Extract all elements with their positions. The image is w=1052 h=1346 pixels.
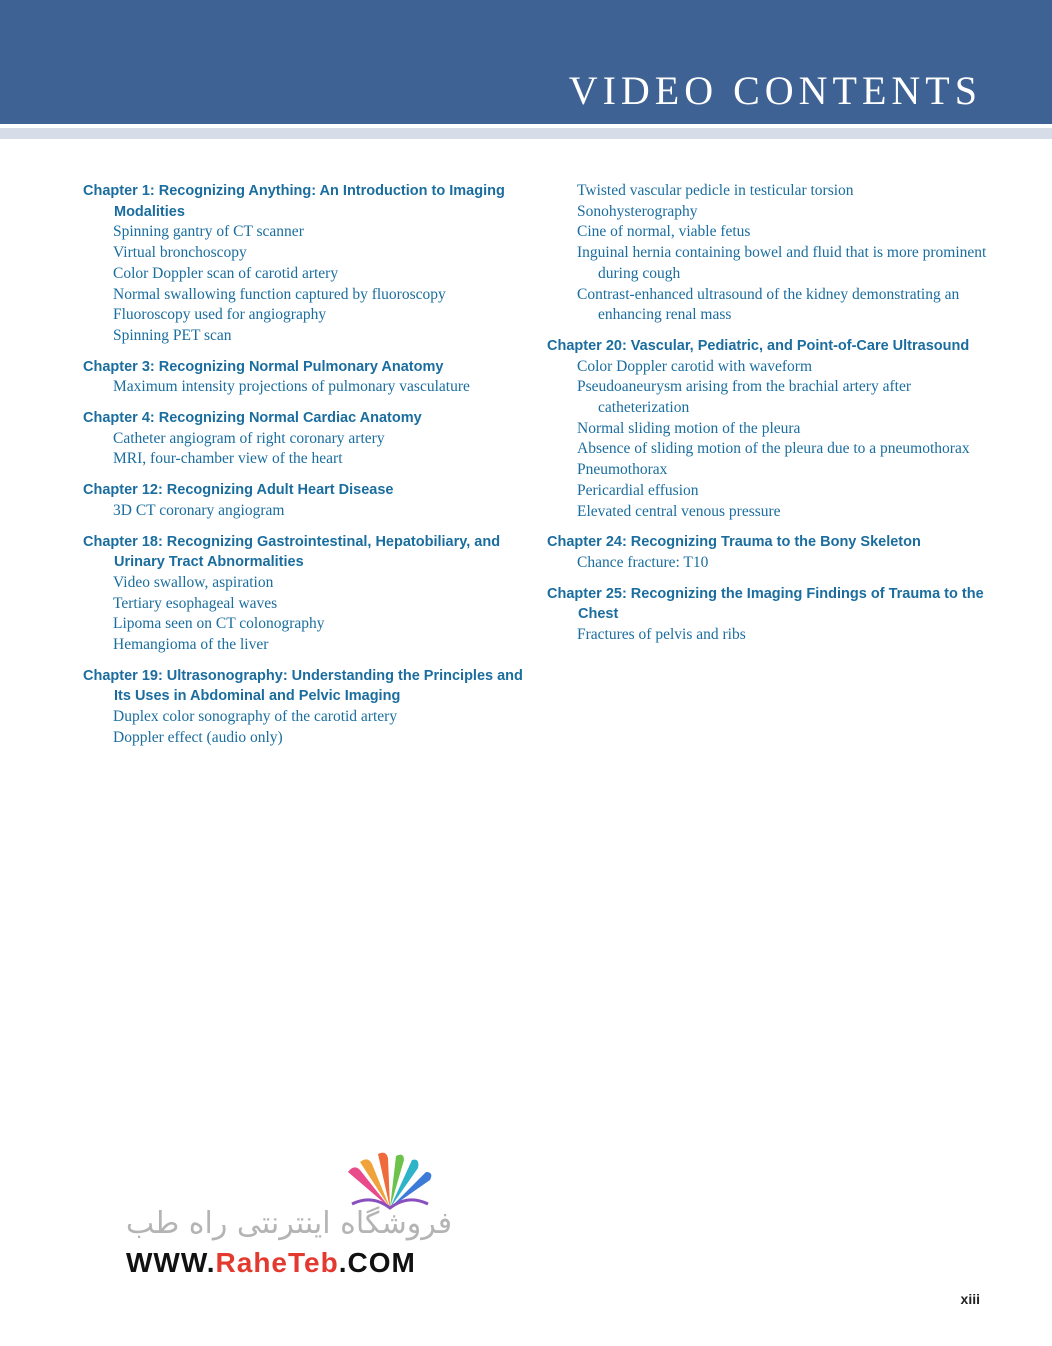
chapter-entry xyxy=(83,408,523,470)
video-item[interactable]: Spinning gantry of CT scanner xyxy=(113,223,304,241)
video-item[interactable]: Doppler effect (audio only) xyxy=(113,728,283,746)
video-item[interactable]: 3D CT coronary angiogram xyxy=(113,501,285,519)
chapter-entry xyxy=(547,336,987,522)
continued-video-list xyxy=(547,181,987,326)
url-prefix: WWW. xyxy=(126,1247,216,1278)
video-item[interactable]: Inguinal hernia containing bowel and fluid that is more prominent during cough xyxy=(577,244,987,282)
video-item[interactable]: Absence of sliding motion of the pleura due to a pneumothorax xyxy=(577,440,970,458)
chapter-entry xyxy=(547,584,987,646)
chapter-entry xyxy=(83,666,523,749)
right-column xyxy=(547,181,987,656)
video-item[interactable]: Normal sliding motion of the pleura xyxy=(577,419,801,437)
video-item[interactable]: Twisted vascular pedicle in testicular torsion xyxy=(577,182,854,199)
raheteb-logo xyxy=(118,1150,458,1285)
video-item[interactable]: Color Doppler scan of carotid artery xyxy=(113,264,339,282)
page-number: xiii xyxy=(960,1291,980,1307)
watermark-url[interactable] xyxy=(126,1246,416,1280)
video-item[interactable]: Fractures of pelvis and ribs xyxy=(577,626,746,644)
video-item[interactable]: Normal swallowing function captured by fluoroscopy xyxy=(113,285,446,303)
chapter-title[interactable]: Chapter 1: Recognizing Anything: An Introduction to Imaging Modalities xyxy=(83,183,505,220)
chapter-title[interactable]: Chapter 12: Recognizing Adult Heart Disease xyxy=(83,482,394,499)
chapter-title[interactable]: Chapter 18: Recognizing Gastrointestinal, Hepatobiliary, and Urinary Tract Abnormalities xyxy=(83,533,501,571)
video-list xyxy=(83,222,523,346)
video-item[interactable]: Elevated central venous pressure xyxy=(577,502,781,520)
chapter-title[interactable]: Chapter 4: Recognizing Normal Cardiac Anatomy xyxy=(83,410,422,427)
video-list xyxy=(83,429,523,470)
chapter-entry xyxy=(83,181,523,347)
chapter-entry xyxy=(547,532,987,573)
video-item[interactable]: Sonohysterography xyxy=(577,202,698,220)
video-item[interactable]: Fluoroscopy used for angiography xyxy=(113,306,327,324)
video-list xyxy=(547,625,987,646)
video-item[interactable]: Virtual bronchoscopy xyxy=(113,244,247,262)
book-fan-icon xyxy=(334,1150,446,1212)
video-item[interactable]: Duplex color sonography of the carotid artery xyxy=(113,708,398,726)
video-item[interactable]: Color Doppler carotid with waveform xyxy=(577,357,813,375)
video-list xyxy=(83,573,523,656)
chapter-title[interactable]: Chapter 3: Recognizing Normal Pulmonary Anatomy xyxy=(83,358,444,375)
video-item[interactable]: Maximum intensity projections of pulmonary vasculature xyxy=(113,378,470,396)
video-list xyxy=(83,707,523,748)
video-item[interactable]: Cine of normal, viable fetus xyxy=(577,223,751,241)
right-chapters xyxy=(547,336,987,646)
chapter-title[interactable]: Chapter 20: Vascular, Pediatric, and Point-of-Care Ultrasound xyxy=(547,337,970,354)
video-item[interactable]: Spinning PET scan xyxy=(113,326,232,344)
url-brand: RaheTeb xyxy=(215,1247,339,1278)
chapter-entry xyxy=(83,532,523,656)
watermark-persian-text: فروشگاه اینترنتی راه طب xyxy=(125,1206,453,1241)
url-suffix: .COM xyxy=(338,1247,416,1278)
video-item[interactable]: Pseudoaneurysm arising from the brachial artery after catheterization xyxy=(577,378,911,417)
video-item[interactable]: Pneumothorax xyxy=(577,461,668,479)
video-item[interactable]: Catheter angiogram of right coronary artery xyxy=(113,429,385,447)
left-column xyxy=(83,181,523,759)
header-band xyxy=(0,0,1052,124)
video-item[interactable]: Pericardial effusion xyxy=(577,481,699,499)
video-item[interactable]: Video swallow, aspiration xyxy=(113,573,274,591)
video-item[interactable]: Lipoma seen on CT colonography xyxy=(113,615,325,633)
video-item[interactable]: MRI, four-chamber view of the heart xyxy=(113,450,343,468)
video-item[interactable]: Contrast-enhanced ultrasound of the kidney demonstrating an enhancing renal mass xyxy=(577,285,960,324)
chapter-title[interactable]: Chapter 19: Ultrasonography: Understanding the Principles and Its Uses in Abdominal and Pelvic Imaging xyxy=(83,667,523,705)
video-item[interactable]: Hemangioma of the liver xyxy=(113,636,269,654)
video-list xyxy=(83,501,523,522)
header-rule xyxy=(0,128,1052,139)
video-list xyxy=(547,553,987,574)
chapter-title[interactable]: Chapter 25: Recognizing the Imaging Findings of Trauma to the Chest xyxy=(547,585,984,623)
chapter-entry xyxy=(83,357,523,398)
video-item[interactable]: Tertiary esophageal waves xyxy=(113,594,278,612)
video-list xyxy=(83,377,523,398)
chapter-title[interactable]: Chapter 24: Recognizing Trauma to the Bony Skeleton xyxy=(547,534,921,551)
chapter-entry xyxy=(83,480,523,521)
video-list xyxy=(547,357,987,523)
video-item[interactable]: Chance fracture: T10 xyxy=(577,553,709,571)
page-title: VIDEO CONTENTS xyxy=(568,68,982,113)
